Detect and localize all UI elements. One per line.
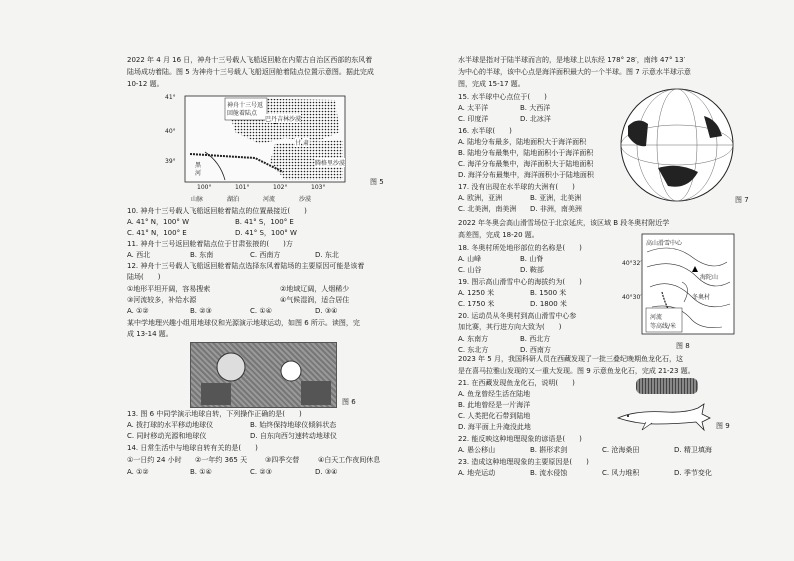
q20-option-c: C. 东北方 <box>458 346 489 354</box>
intro-line-2: 陆场成功着陆。图 5 为神舟十三号载人飞船返回舱着陆点位置示意图。据此完成 <box>127 68 374 76</box>
q17-stem: 17. 没有出现在水半球的大洲有( ) <box>458 183 575 191</box>
q22-option-c: C. 沧海桑田 <box>602 446 640 454</box>
lat-label: 41° <box>165 94 176 101</box>
q23-option-a: A. 地壳运动 <box>458 469 496 477</box>
q14-answer-c: C. ②③ <box>250 468 272 476</box>
map-label: 腾格里沙漠 <box>315 160 346 167</box>
q12-option-3: ③河流较多，补给水源 <box>127 296 197 304</box>
q16-option-b: B. 陆地分布最集中，陆地面积小于海洋面积 <box>458 149 594 157</box>
q14-answer-d: D. ③④ <box>315 468 338 476</box>
q10-option-b: B. 41° S，100° E <box>235 218 294 226</box>
q18-option-d: D. 鞍部 <box>520 266 544 274</box>
map-label: 巴丹吉林沙漠 <box>265 116 302 123</box>
right-intro-3: 图，完成 15-17 题。 <box>458 80 525 88</box>
q21-stem: 21. 在西藏发现鱼龙化石，说明( ) <box>458 379 575 387</box>
intro-line-1: 2022 年 4 月 16 日，神舟十三号载人飞船返回舱在内蒙古自治区西部的东风着 <box>127 56 373 64</box>
q19-option-b: B. 1500 米 <box>530 289 567 297</box>
map-label: 黑 <box>195 162 202 169</box>
q13-option-d: D. 自东向西匀速转动地球仪 <box>250 432 337 440</box>
q14-option-2: ②一年约 365 天 <box>195 456 248 464</box>
q23-option-c: C. 风力堆积 <box>602 469 640 477</box>
q12-answer-a: A. ①② <box>127 307 149 315</box>
q22-stem: 22. 能反映这种地理现象的谚语是( ) <box>458 435 582 443</box>
q12-stem-2: 陆场( ) <box>127 273 161 281</box>
legend-item: 河流 <box>650 314 663 321</box>
q15-stem: 15. 水半球中心点位于( ) <box>458 93 547 101</box>
q19-stem: 19. 图示高山滑雪中心的海拔约为( ) <box>458 278 582 286</box>
map-label: 肃 <box>303 140 310 147</box>
q13-option-c: C. 同时移动光源和地球仪 <box>127 432 207 440</box>
q21-option-d: D. 海平面上升淹没此地 <box>458 423 531 431</box>
q14-option-4: ④白天工作夜间休息 <box>318 456 381 464</box>
q15-option-d: D. 北冰洋 <box>520 115 551 123</box>
q18-option-c: C. 山谷 <box>458 266 482 274</box>
lon-label: 103° <box>311 184 326 191</box>
q23-option-b: B. 流水侵蚀 <box>530 469 568 477</box>
q14-answer-b: B. ①④ <box>190 468 212 476</box>
q11-option-c: C. 西南方 <box>250 251 281 259</box>
map-label: 冬奥村 <box>692 294 711 301</box>
figure-8-caption: 图 8 <box>676 342 690 350</box>
legend-item: 沙漠 <box>299 196 312 203</box>
fig6-intro-2: 成 13-14 题。 <box>127 330 173 338</box>
q13-option-b: B. 始终保持地球仪倾斜状态 <box>250 421 337 429</box>
q16-option-d: D. 海洋分布最集中，海洋面积小于陆地面积 <box>458 171 594 179</box>
q19-option-d: D. 1800 米 <box>530 300 567 308</box>
q17-option-b: B. 亚洲，北美洲 <box>530 194 582 202</box>
legend-item: 河流 <box>263 196 276 203</box>
q15-option-c: C. 印度洋 <box>458 115 489 123</box>
q23-stem: 23. 造成这种地理现象的主要原因是( ) <box>458 458 589 466</box>
figure-6-photo <box>190 342 337 408</box>
map-label: 甘 <box>295 140 302 147</box>
figure-9-ichthyosaur-drawing <box>616 402 712 432</box>
q20-option-d: D. 西南方 <box>520 346 551 354</box>
q21-option-a: A. 鱼龙曾经生活在陆地 <box>458 390 531 398</box>
q15-option-b: B. 大西洋 <box>520 104 551 112</box>
q12-answer-c: C. ①④ <box>250 307 272 315</box>
q12-stem-1: 12. 神舟十三号载人飞船返回舱着陆点选择东风着陆场的主要原因可能是该着 <box>127 262 365 270</box>
figure-7-globe <box>618 86 736 204</box>
lon-label: 100° <box>197 184 212 191</box>
map-label: 神舟十三号返 <box>227 102 264 109</box>
q11-option-b: B. 东南 <box>190 251 214 259</box>
q12-option-1: ①地形平坦开阔，容易搜索 <box>127 285 211 293</box>
q22-option-b: B. 斟形求剑 <box>530 446 568 454</box>
q10-option-d: D. 41° S，100° W <box>235 229 297 237</box>
q22-option-d: D. 精卫填海 <box>674 446 712 454</box>
q14-stem: 14. 日常生活中与地球自转有关的是( ) <box>127 444 258 452</box>
q20-stem-2: 加比赛，其行进方向大致为( ) <box>458 323 562 331</box>
figure-6-caption: 图 6 <box>342 398 356 406</box>
q12-answer-d: D. ③④ <box>315 307 338 315</box>
q22-option-a: A. 愚公移山 <box>458 446 496 454</box>
legend-item: 等高线/米 <box>650 323 677 330</box>
q14-option-3: ③四季交替 <box>265 456 300 464</box>
q16-stem: 16. 水半球( ) <box>458 127 512 135</box>
map-label: 高山滑雪中心 <box>646 240 683 247</box>
map-label: 河 <box>195 170 202 177</box>
lat-label: 40°32′ <box>622 260 642 267</box>
figure-8-contour-map <box>622 232 737 342</box>
lat-label: 39° <box>165 158 176 165</box>
map-label: 海陀山 <box>700 274 719 281</box>
q12-option-4: ④气候湿润，适合居住 <box>280 296 350 304</box>
q17-option-d: D. 非洲，南美洲 <box>530 205 582 213</box>
figure-9-caption: 图 9 <box>716 422 730 430</box>
lon-label: 101° <box>235 184 250 191</box>
legend-item: 山脉 <box>191 196 204 203</box>
intro-line-3: 10-12 题。 <box>127 80 164 88</box>
figure-8-svg <box>622 232 737 342</box>
q12-answer-b: B. ②③ <box>190 307 212 315</box>
figure-6-svg <box>191 343 336 407</box>
q21-option-c: C. 人类把化石带到陆地 <box>458 412 531 420</box>
q18-stem: 18. 冬奥村所处地形部位的名称是( ) <box>458 244 582 252</box>
map-label: 回舱着陆点 <box>227 110 258 117</box>
q14-answer-a: A. ①② <box>127 468 149 476</box>
q21-option-b: B. 此地曾经是一片海洋 <box>458 401 531 409</box>
q11-option-d: D. 东北 <box>315 251 339 259</box>
q20-option-a: A. 东南方 <box>458 335 489 343</box>
q18-option-a: A. 山峰 <box>458 255 482 263</box>
q19-option-c: C. 1750 米 <box>458 300 495 308</box>
q10-option-a: A. 41° N，100° W <box>127 218 189 226</box>
right-intro-2: 为中心的半球，该中心点是海洋面积最大的一个半球。图 7 示意水半球示意 <box>458 68 691 76</box>
figure-5-svg <box>165 92 365 204</box>
q17-option-a: A. 欧洲，亚洲 <box>458 194 503 202</box>
para3-line-1: 2023 年 5 月，我国科研人员在西藏发现了一批三叠纪晚期鱼龙化石，这 <box>458 355 683 363</box>
q23-option-d: D. 季节变化 <box>674 469 712 477</box>
para3-line-2: 是在喜马拉雅山发现的又一重大发现。图 9 示意鱼龙化石，完成 21-23 题。 <box>458 367 695 375</box>
legend-item: 湖泊 <box>227 196 240 203</box>
figure-9-fossil-photo <box>636 378 698 394</box>
q16-option-c: C. 海洋分布最集中，海洋面积大于陆地面积 <box>458 160 594 168</box>
para2-line-2: 高差图，完成 18-20 题。 <box>458 231 539 239</box>
figure-7-caption: 图 7 <box>735 196 749 204</box>
q13-stem: 13. 图 6 中同学演示地球自转，下列操作正确的是( ) <box>127 410 302 418</box>
q10-stem: 10. 神舟十三号载人飞船返回舱着陆点的位置最接近( ) <box>127 207 307 215</box>
q11-option-a: A. 西北 <box>127 251 151 259</box>
q15-option-a: A. 太平洋 <box>458 104 489 112</box>
lat-label: 40°30′ <box>622 294 642 301</box>
figure-5-caption: 图 5 <box>370 178 384 186</box>
q13-option-a: A. 拨打球的水平移动地球仪 <box>127 421 214 429</box>
q14-option-1: ①一日约 24 小时 <box>127 456 182 464</box>
fig6-intro-1: 某中学地理兴趣小组用地球仪和光源演示地球运动，如图 6 所示。读图，完 <box>127 319 360 327</box>
lon-label: 102° <box>273 184 288 191</box>
q20-option-b: B. 西北方 <box>520 335 551 343</box>
q16-option-a: A. 陆地分布最多，陆地面积大于海洋面积 <box>458 138 587 146</box>
figure-5-map <box>165 92 365 204</box>
q10-option-c: C. 41° N，100° E <box>127 229 187 237</box>
figure-9-svg <box>616 402 712 432</box>
q12-option-2: ②地域辽阔，人烟稀少 <box>280 285 350 293</box>
figure-7-svg <box>618 86 736 204</box>
para2-line-1: 2022 年冬奥会高山滑雪场位于北京延庆，该区域 B 段冬奥村附近学 <box>458 219 670 227</box>
q17-option-c: C. 北美洲，南美洲 <box>458 205 517 213</box>
q18-option-b: B. 山脊 <box>520 255 544 263</box>
lat-label: 40° <box>165 128 176 135</box>
q20-stem-1: 20. 运动员从冬奥村到高山滑雪中心参 <box>458 312 577 320</box>
q11-stem: 11. 神舟十三号返回舱着陆点位于甘肃张掖的( )方 <box>127 240 293 248</box>
q19-option-a: A. 1250 米 <box>458 289 495 297</box>
right-intro-1: 水半球是指对于陆半球而言的，是地球上以东经 178° 28′，南纬 47° 13′ <box>458 56 686 64</box>
